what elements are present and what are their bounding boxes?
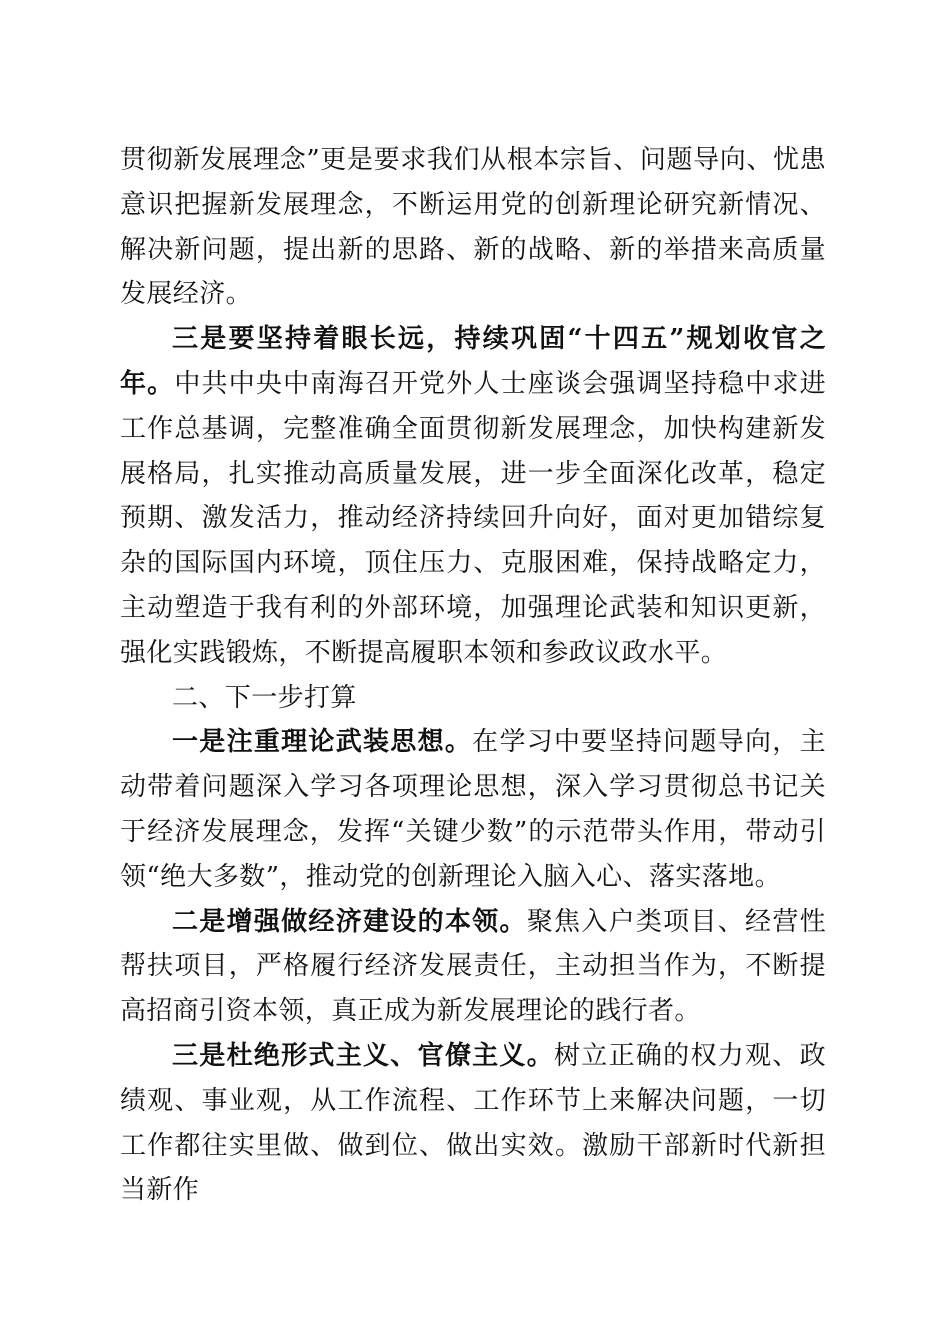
paragraph-lead-heading: 三是要坚持着眼长远，持续巩固“十四五”规划收官之年。 (120, 324, 826, 399)
paragraph-lead-heading: 三是杜绝形式主义、官僚主义。 (172, 1040, 555, 1071)
paragraph-point-one-theory (120, 720, 826, 899)
paragraph-point-three-long-term (120, 317, 826, 675)
paragraph-continuation (120, 138, 826, 317)
paragraph-point-two-economy (120, 900, 826, 1034)
document-page (120, 138, 826, 1213)
section-heading-next-steps (120, 676, 826, 721)
paragraph-body: 聚焦入户类项目、经营性帮扶项目，严格履行经济发展责任，主动担当作为，不断提高招商引资本领，真正成为新发展理论的践行者。 (120, 906, 827, 1027)
paragraph-lead-heading: 一是注重理论武装思想。 (172, 727, 473, 758)
paragraph-point-three-formalism (120, 1034, 826, 1213)
paragraph-lead-heading: 二是增强做经济建设的本领。 (172, 906, 527, 937)
paragraph-body: 贯彻新发展理念”更是要求我们从根本宗旨、问题导向、忧患意识把握新发展理念，不断运用党的创新理论研究新情况、解决新问题，提出新的思路、新的战略、新的举措来高质量发展经济。 (120, 145, 826, 310)
section-heading-text: 二、下一步打算 (172, 682, 357, 713)
paragraph-body: 中共中央中南海召开党外人士座谈会强调坚持稳中求进工作总基调，完整准确全面贯彻新发展理念，加快构建新发展格局，扎实推动高质量发展，进一步全面深化改革，稳定预期、激发活力，推动经济持续回升向好，面对更加错综复杂的国际国内环境，顶住压力、克服困难，保持战略定力，主动塑造于我有利的外部环境，加强理论武装和知识更新，强化实践锻炼，不断提高履职本领和参政议政水平。 (120, 368, 826, 668)
paragraph-body: 树立正确的权力观、政绩观、事业观，从工作流程、工作环节上来解决问题，一切工作都往实里做、做到位、做出实效。激励干部新时代新担当新作 (120, 1040, 826, 1206)
paragraph-body: 在学习中要坚持问题导向，主动带着问题深入学习各项理论思想，深入学习贯彻总书记关于经济发展理念，发挥“关键少数”的示范带头作用，带动引领“绝大多数”，推动党的创新理论入脑入心、落实落地。 (120, 727, 826, 892)
